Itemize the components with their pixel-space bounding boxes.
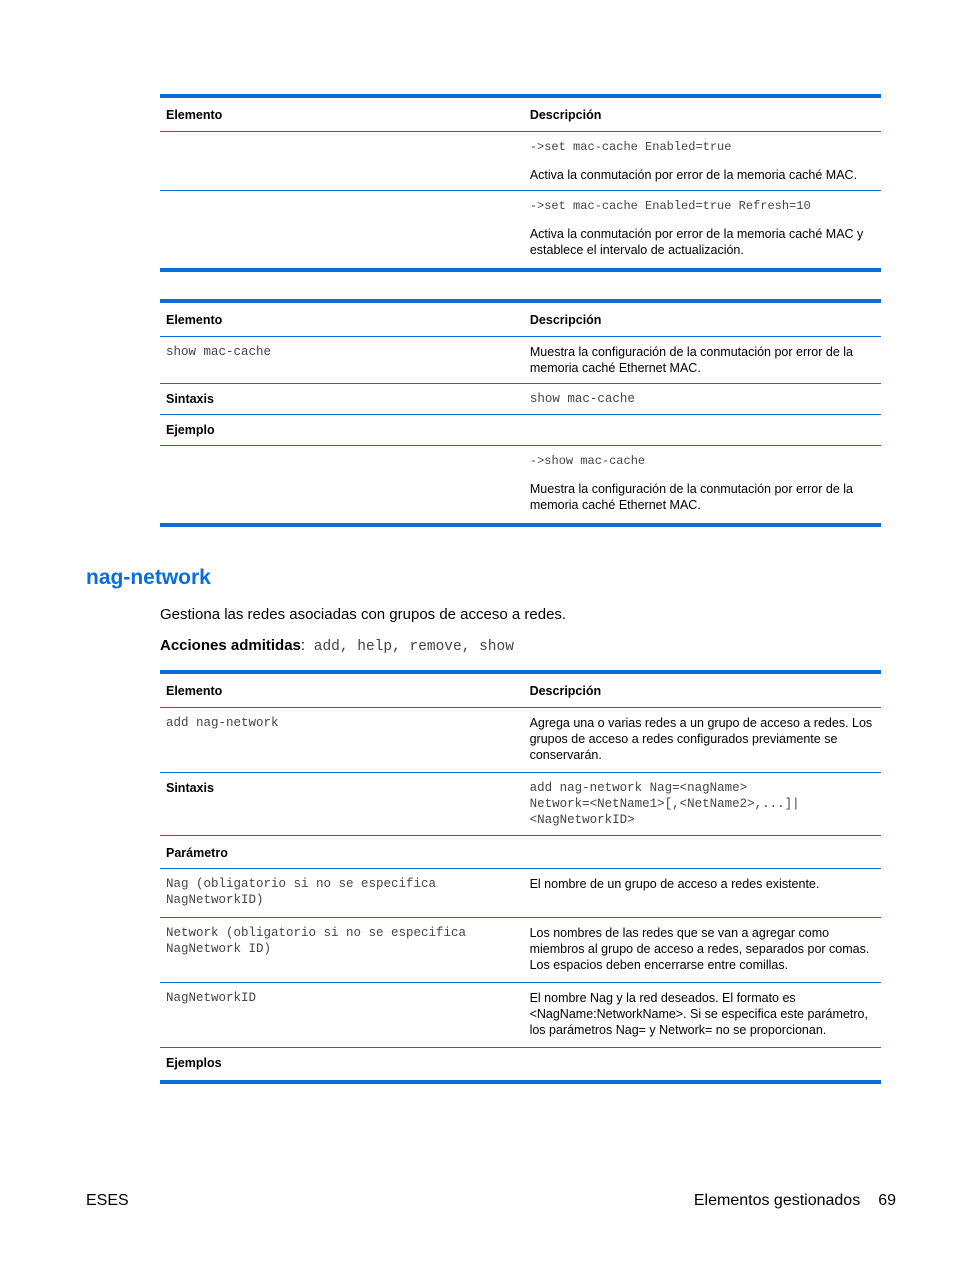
sintaxis-label: Sintaxis: [160, 773, 518, 836]
footer-page-number: 69: [878, 1192, 896, 1209]
table-header-row: [160, 96, 881, 132]
param-name-line: Nag (obligatorio si no se especifica: [166, 877, 437, 891]
example-code: ->set mac-cache Enabled=true: [529, 140, 732, 154]
sintaxis-line: add nag-network Nag=<nagName>: [529, 781, 748, 795]
table-row: [160, 384, 881, 415]
param-name-line: NagNetworkID): [166, 893, 264, 907]
param-name: [160, 918, 518, 983]
table-row: [160, 708, 881, 773]
example-code: ->show mac-cache: [529, 454, 646, 468]
table-row: [160, 918, 881, 983]
footer-locale: ESES: [86, 1192, 129, 1209]
header-descripcion: Descripción: [518, 96, 881, 132]
actions-label: Acciones admitidas: [160, 637, 301, 654]
param-name-line: NagNetwork ID): [166, 942, 272, 956]
table-row: [160, 132, 881, 191]
table-row: [160, 869, 881, 918]
example-code: ->set mac-cache Enabled=true Refresh=10: [529, 199, 811, 213]
command-description: Agrega una o varias redes a un grupo de acceso a redes. Los grupos de acceso a redes configurados previamente se conservarán.: [518, 708, 881, 773]
table-row: [160, 337, 881, 384]
param-description: El nombre Nag y la red deseados. El formato es <NagName:NetworkName>. Si se especifica este parámetro, los parámetros Nag= y Network= no se proporcionan.: [518, 983, 881, 1048]
sintaxis-line: <NagNetworkID>: [529, 813, 635, 827]
sintaxis-label: Sintaxis: [160, 384, 518, 415]
show-mac-cache-table: [160, 299, 881, 527]
header-descripcion: Descripción: [518, 301, 881, 337]
section-intro: Gestiona las redes asociadas con grupos de acceso a redes.: [160, 606, 567, 623]
param-name-line: Network (obligatorio si no se especifica: [166, 926, 467, 940]
sintaxis-line: Network=<NetName1>[,<NetName2>,...]|: [529, 797, 800, 811]
param-name: [160, 983, 518, 1048]
header-elemento: Elemento: [160, 96, 518, 132]
section-title: nag-network: [86, 566, 211, 589]
table-row: [160, 415, 881, 446]
actions-colon: :: [300, 637, 306, 654]
table-header-row: [160, 672, 881, 708]
command-name: show mac-cache: [160, 337, 518, 384]
sintaxis-value: [518, 773, 881, 836]
ejemplos-label: Ejemplos: [166, 1056, 222, 1070]
nag-network-add-table: [160, 670, 881, 1084]
table-header-row: [160, 301, 881, 337]
example-description: Activa la conmutación por error de la memoria caché MAC.: [529, 168, 858, 182]
table-row: [160, 836, 881, 869]
example-description: Muestra la configuración de la conmutación por error de la memoria caché Ethernet MAC.: [529, 482, 853, 512]
param-name-line: NagNetworkID: [166, 991, 257, 1005]
param-description: El nombre de un grupo de acceso a redes existente.: [518, 869, 881, 918]
sintaxis-value: show mac-cache: [518, 384, 881, 415]
example-description: Activa la conmutación por error de la memoria caché MAC y establece el intervalo de actualización.: [529, 227, 864, 257]
param-description: Los nombres de las redes que se van a agregar como miembros al grupo de acceso a redes, separados por comas. Los espacios deben encerrarse entre comillas.: [518, 918, 881, 983]
footer-page-info: [694, 1192, 896, 1210]
parametro-label: Parámetro: [160, 836, 518, 869]
param-name: [160, 869, 518, 918]
ejemplo-label: Ejemplo: [160, 415, 518, 446]
header-descripcion: Descripción: [518, 672, 881, 708]
mac-cache-set-examples-table: [160, 94, 881, 272]
table-row: [160, 446, 881, 526]
table-row: [160, 983, 881, 1048]
table-row: [160, 773, 881, 836]
supported-actions: [160, 637, 514, 655]
header-elemento: Elemento: [160, 672, 518, 708]
table-row: [160, 1048, 881, 1083]
header-elemento: Elemento: [160, 301, 518, 337]
table-row: [160, 191, 881, 271]
command-name: add nag-network: [160, 708, 518, 773]
footer-section: Elementos gestionados: [693, 1192, 861, 1209]
command-description: Muestra la configuración de la conmutación por error de la memoria caché Ethernet MAC.: [518, 337, 881, 384]
actions-value: add, help, remove, show: [305, 639, 514, 655]
